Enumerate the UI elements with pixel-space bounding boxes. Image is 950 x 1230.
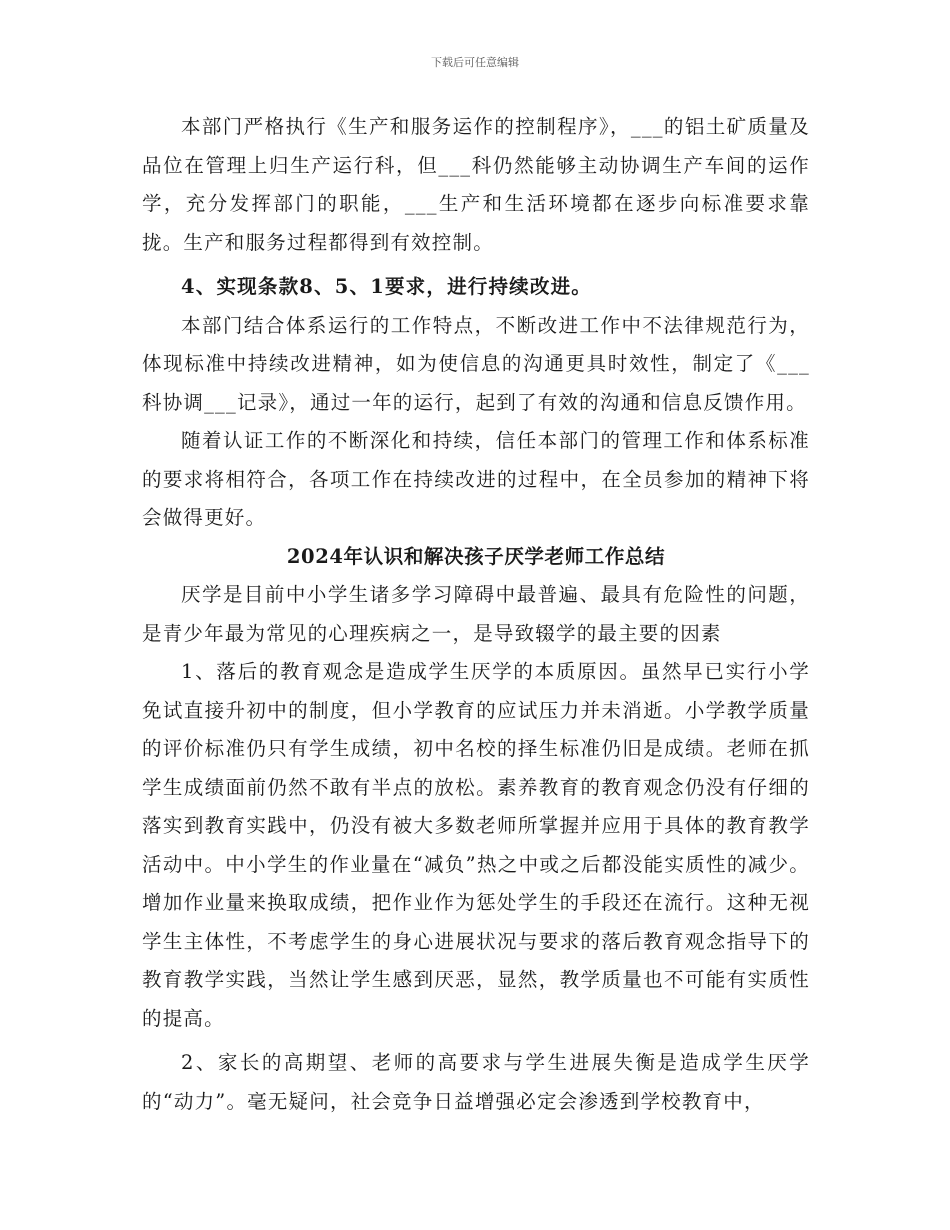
document-body [142,108,810,1121]
document-title: 2024年认识和解决孩子厌学老师工作总结 [286,544,666,568]
paragraph-cause-1: 1、落后的教育观念是造成学生厌学的本质原因。虽然早已实行小学免试直接升初中的制度，但小学教育的应试压力并未消逝。小学教学质量的评价标准仍只有学生成绩，初中名校的择生标准仍旧是成绩。老师在抓学生成绩面前仍然不敢有半点的放松。素养教育的教育观念仍没有仔细的落实到教育实践中，仍没有被大多数老师所掌握并应用于具体的教育教学活动中。中小学生的作业量在“减负”热之中或之后都没能实质性的减少。增加作业量来换取成绩，把作业作为惩处学生的手段还在流行。这种无视学生主体性，不考虑学生的身心进展状况与要求的落后教育观念指导下的教育教学实践，当然让学生感到厌恶，显然，教学质量也不可能有实质性的提高。 [142,660,810,1030]
paragraph-intro-school-aversion: 厌学是目前中小学生诸多学习障碍中最普遍、最具有危险性的问题，是青少年最为常见的心理疾病之一，是导致辍学的最主要的因素 [142,583,810,645]
paragraph-cause-2: 2、家长的高期望、老师的高要求与学生进展失衡是造成学生厌学的“动力”。毫无疑问，社会竞争日益增强必定会渗透到学校教育中， [142,1051,810,1113]
clause-heading: 4、实现条款8、5、1要求，进行持续改进。 [181,275,592,298]
paragraph-control-procedure: 本部门严格执行《生产和服务运作的控制程序》，___的铝土矿质量及品位在管理上归生产运行科，但___科仍然能够主动协调生产车间的运作学，充分发挥部门的职能，___生产和生活环境都在逐步向标准要求靠拢。生产和服务过程都得到有效控制。 [142,115,810,254]
page-header: 下载后可任意编辑 [431,56,519,69]
paragraph-continuous-improvement: 本部门结合体系运行的工作特点，不断改进工作中不法律规范行为，体现标准中持续改进精神，如为使信息的沟通更具时效性，制定了《___科协调___记录》，通过一年的运行，起到了有效的沟通和信息反馈作用。 [142,313,810,414]
paragraph-certification: 随着认证工作的不断深化和持续，信任本部门的管理工作和体系标准的要求将相符合，各项工作在持续改进的过程中，在全员参加的精神下将会做得更好。 [142,429,810,529]
